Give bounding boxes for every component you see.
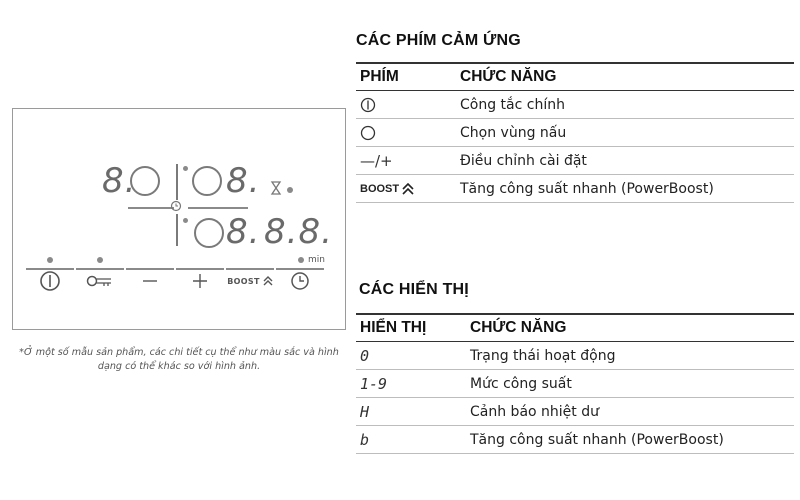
plus-key[interactable]	[176, 268, 224, 294]
divider-line	[188, 207, 248, 209]
minus-plus-symbol: —/+	[360, 151, 393, 170]
display-symbol: H	[360, 402, 370, 421]
display-table	[356, 313, 794, 454]
display-bottom-right-digits: 8.8.	[264, 212, 333, 252]
display-symbol: 0	[360, 346, 370, 365]
display-symbol: b	[360, 430, 370, 449]
boost-key-label: BOOST	[227, 276, 260, 286]
disclaimer-note: *Ở một số mẫu sản phẩm, các chi tiết cụ thể như màu sắc và hình dạng có thể khác so với hình ảnh.	[19, 347, 339, 372]
timer-key[interactable]	[276, 268, 324, 294]
table-row	[356, 342, 794, 370]
double-chevron-up-icon	[263, 276, 273, 286]
key-function-label: Chọn vùng nấu	[460, 124, 567, 141]
separator	[176, 214, 178, 246]
zone-ring-icon	[194, 218, 224, 248]
separator	[176, 164, 178, 200]
plus-icon	[193, 274, 207, 288]
key-function-label: Điều chỉnh cài đặt	[460, 152, 587, 169]
zone-ring-icon	[130, 166, 160, 196]
key-lock-icon	[86, 274, 114, 288]
display-symbol: 1-9	[360, 374, 388, 393]
display-function-label: Cảnh báo nhiệt dư	[470, 403, 599, 420]
divider-line	[128, 207, 174, 209]
power-icon	[39, 270, 61, 292]
display-mid-digit: 8.	[226, 161, 261, 201]
indicator-dot	[183, 218, 188, 223]
power-key[interactable]	[26, 268, 74, 294]
table-row	[356, 426, 794, 454]
minus-key[interactable]	[126, 268, 174, 294]
display-bottom-left-digit: 8.	[226, 212, 261, 252]
keys-table-header	[356, 62, 794, 91]
boost-symbol: BOOST	[360, 182, 400, 195]
hourglass-icon	[270, 180, 282, 196]
power-indicator-dot	[47, 257, 53, 263]
display-section-title: CÁC HIỂN THỊ	[359, 281, 469, 298]
lock-indicator-dot	[97, 257, 103, 263]
keys-col-key: PHÍM	[360, 68, 399, 85]
timer-indicator-dot	[287, 187, 293, 193]
lock-key[interactable]	[76, 268, 124, 294]
circle-icon	[360, 125, 376, 141]
power-icon	[360, 97, 376, 113]
small-clock-icon	[170, 200, 182, 212]
zone-ring-icon	[192, 166, 222, 196]
keys-col-function: CHỨC NĂNG	[460, 68, 557, 85]
table-row	[356, 175, 794, 203]
min-indicator-dot	[298, 257, 304, 263]
table-row	[356, 91, 794, 119]
table-row	[356, 398, 794, 426]
key-function-label: Tăng công suất nhanh (PowerBoost)	[460, 180, 714, 197]
display-col-function: CHỨC NĂNG	[470, 319, 567, 336]
display-function-label: Tăng công suất nhanh (PowerBoost)	[470, 431, 724, 448]
keys-section-title: CÁC PHÍM CẢM ỨNG	[356, 32, 521, 49]
table-row	[356, 147, 794, 175]
indicator-dot	[183, 166, 188, 171]
boost-key[interactable]	[226, 268, 274, 294]
double-chevron-up-icon	[402, 183, 414, 195]
min-label: min	[308, 255, 325, 265]
display-function-label: Mức công suất	[470, 375, 572, 392]
display-table-header	[356, 313, 794, 342]
display-function-label: Trạng thái hoạt động	[470, 347, 616, 364]
table-row	[356, 370, 794, 398]
key-function-label: Công tắc chính	[460, 96, 565, 113]
display-left-digit: 8.	[102, 161, 137, 201]
keys-table	[356, 62, 794, 203]
table-row	[356, 119, 794, 147]
display-col-display: HIỂN THỊ	[360, 319, 427, 336]
clock-icon	[290, 271, 310, 291]
minus-icon	[143, 279, 157, 283]
